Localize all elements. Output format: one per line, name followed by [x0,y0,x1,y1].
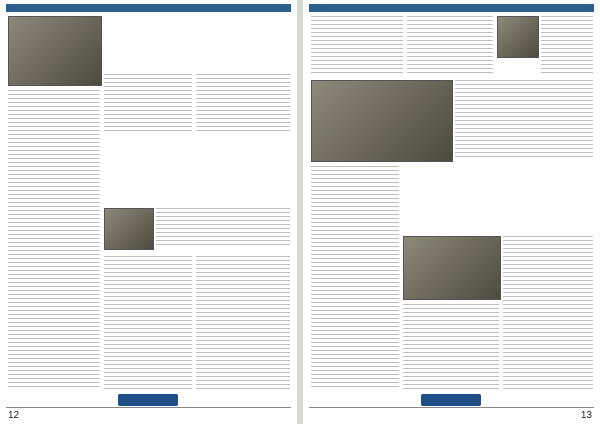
page-header-bar [6,4,291,12]
page-number: 12 [8,410,20,421]
text-column [407,16,493,74]
masthead-logo [118,394,178,406]
text-column [104,256,192,390]
text-column [503,236,593,390]
text-column [104,74,192,134]
masthead-logo [421,394,481,406]
text-column [196,256,290,390]
page-number: 13 [580,410,592,421]
page-footer-rule [309,407,594,408]
photo [104,208,154,250]
right-page [303,0,600,424]
text-column [8,90,100,390]
photo [403,236,501,300]
text-column [311,16,403,74]
photo [8,16,102,86]
text-column [455,80,593,160]
page-header-bar [309,4,594,12]
page-footer-rule [6,407,291,408]
text-column [403,304,499,390]
text-column [541,16,593,74]
text-column [196,74,290,134]
photo [497,16,539,58]
left-page [0,0,297,424]
photo [311,80,453,162]
text-column [156,208,290,248]
text-column [311,166,399,390]
